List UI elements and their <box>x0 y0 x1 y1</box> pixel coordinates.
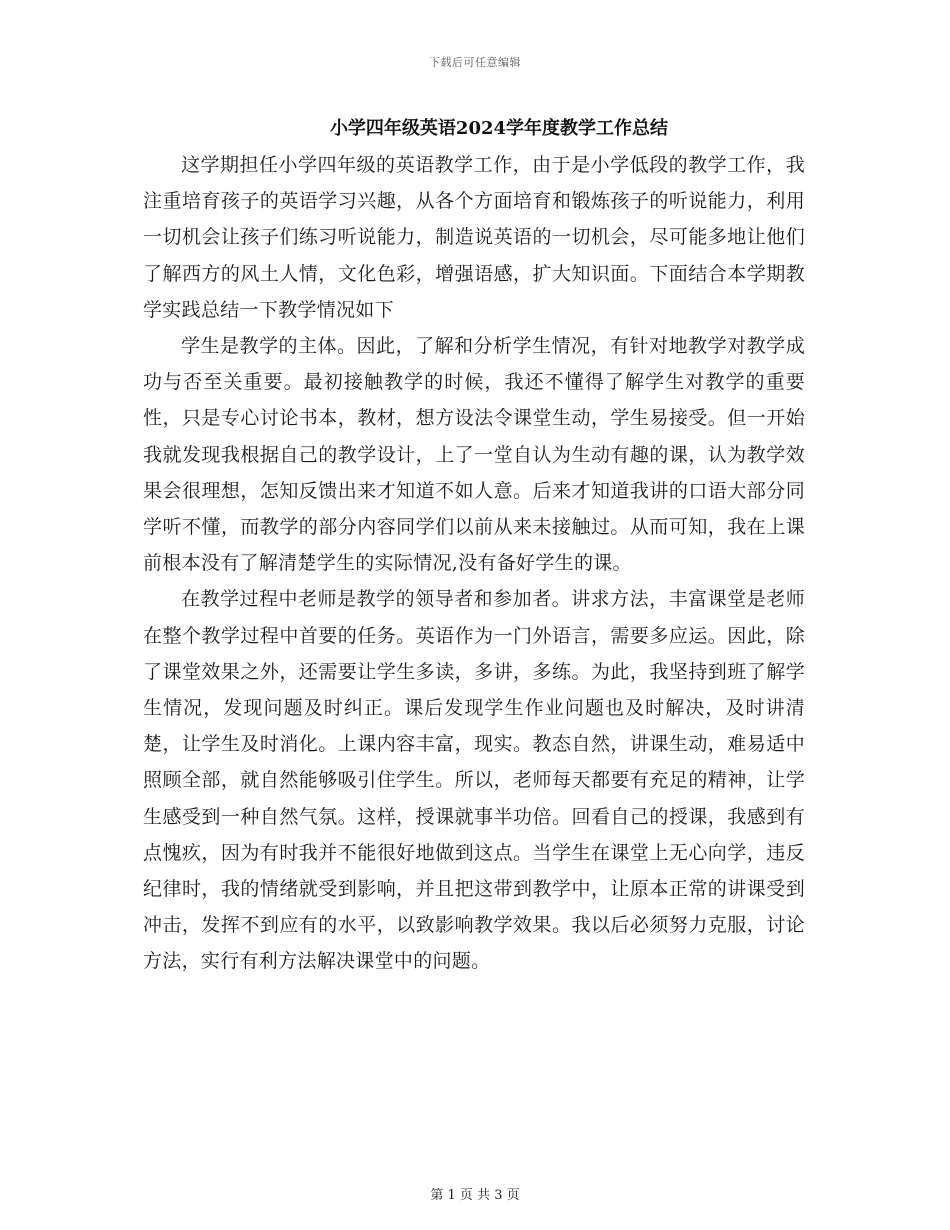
document-title: 小学四年级英语2024学年度教学工作总结 <box>329 118 669 139</box>
page-number: 第 1 页 共 3 页 <box>430 1188 520 1203</box>
paragraph-teaching-process: 在教学过程中老师是教学的领导者和参加者。讲求方法，丰富课堂是老师在整个教学过程中首要的任务。英语作为一门外语言，需要多应运。因此，除了课堂效果之外，还需要让学生多读，多讲，多练。为此，我坚持到班了解学生情况，发现问题及时纠正。课后发现学生作业问题也及时解决，及时讲清楚，让学生及时消化。上课内容丰富，现实。教态自然，讲课生动，难易适中照顾全部，就自然能够吸引住学生。所以，老师每天都要有充足的精神，让学生感受到一种自然气氛。这样，授课就事半功倍。回看自己的授课，我感到有点愧疚，因为有时我并不能很好地做到这点。当学生在课堂上无心向学，违反纪律时，我的情绪就受到影响，并且把这带到教学中，让原本正常的讲课受到冲击，发挥不到应有的水平，以致影响教学效果。我以后必须努力克服，讨论方法，实行有利方法解决课堂中的问题。 <box>143 588 805 973</box>
paragraph-students: 学生是教学的主体。因此，了解和分析学生情况，有针对地教学对教学成功与否至关重要。最初接触教学的时候，我还不懂得了解学生对教学的重要性，只是专心讨论书本，教材，想方设法令课堂生动，学生易接受。但一开始我就发现我根据自己的教学设计，上了一堂自认为生动有趣的课，认为教学效果会很理想，怎知反馈出来才知道不如人意。后来才知道我讲的口语大部分同学听不懂，而教学的部分内容同学们以前从来未接触过。从而可知，我在上课前根本没有了解清楚学生的实际情况,没有备好学生的课。 <box>143 335 805 575</box>
paragraph-intro: 这学期担任小学四年级的英语教学工作，由于是小学低段的教学工作，我注重培育孩子的英语学习兴趣，从各个方面培育和锻炼孩子的听说能力，利用一切机会让孩子们练习听说能力，制造说英语的一切机会，尽可能多地让他们了解西方的风土人情，文化色彩，增强语感，扩大知识面。下面结合本学期教学实践总结一下教学情况如下 <box>143 154 805 321</box>
header-note: 下载后可任意编辑 <box>429 56 521 69</box>
document-body <box>143 147 805 980</box>
